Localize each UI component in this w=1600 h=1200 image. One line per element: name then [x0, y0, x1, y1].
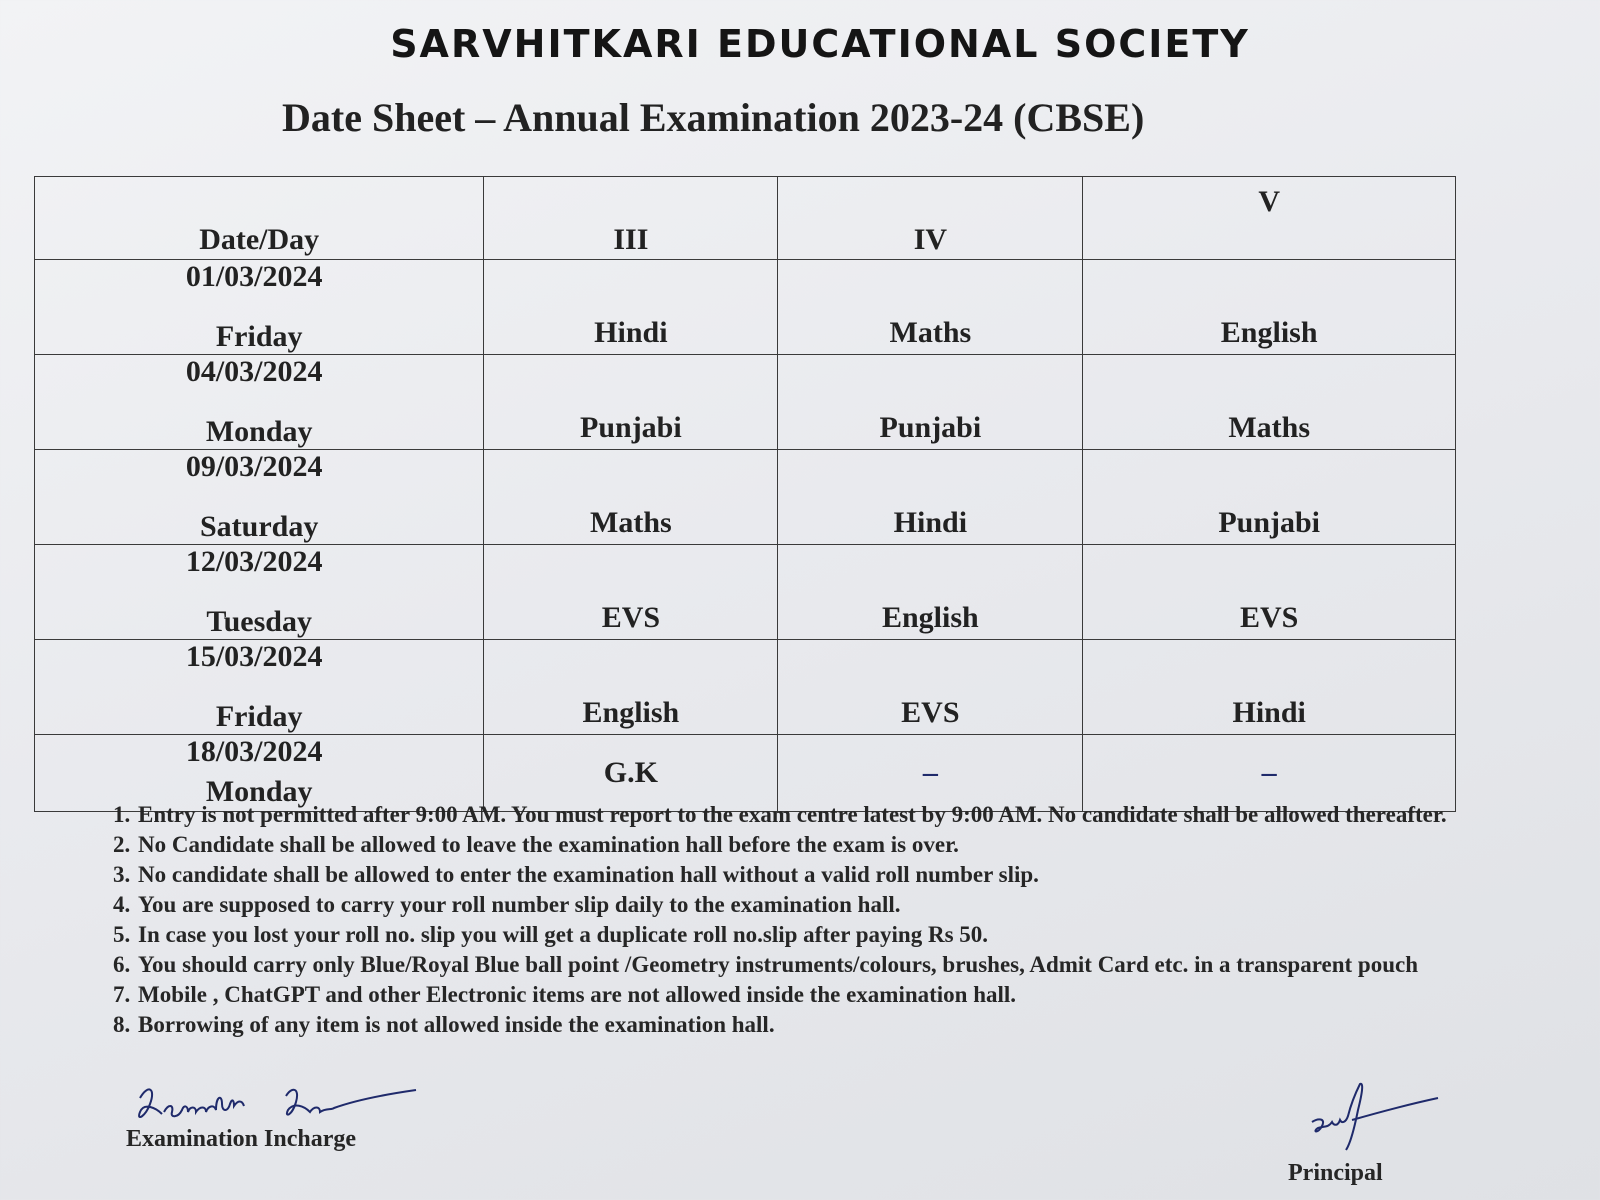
- subject-class-iv: Maths: [778, 260, 1083, 355]
- date-day-cell: [35, 260, 484, 355]
- subject-class-iv: Punjabi: [778, 355, 1083, 450]
- subject-class-iii: Punjabi: [484, 355, 778, 450]
- rule-item: 4. You are supposed to carry your roll number slip daily to the examination hall.: [136, 890, 1600, 920]
- exam-day: Monday: [205, 775, 313, 808]
- handwritten-signature-incharge: [126, 1078, 426, 1130]
- header-class-iii: III: [484, 177, 778, 260]
- rule-item: 1. Entry is not permitted after 9:00 AM. You must report to the exam centre latest by 9:00 AM. No candidate shall be allowed thereafter.: [136, 800, 1600, 830]
- subject-class-iii: G.K: [484, 735, 778, 812]
- subject-class-iii: EVS: [484, 545, 778, 640]
- table-header-row: [35, 177, 1456, 260]
- exam-date: 04/03/2024: [185, 355, 323, 388]
- subject-class-iii: Hindi: [484, 260, 778, 355]
- table-row: [35, 640, 1456, 735]
- exam-date: 18/03/2024: [185, 735, 323, 768]
- exam-day: Saturday: [200, 510, 319, 543]
- subject-class-v: EVS: [1083, 545, 1456, 640]
- rule-item: 7. Mobile , ChatGPT and other Electronic items are not allowed inside the examination hall.: [136, 980, 1600, 1010]
- subject-class-iv: –: [778, 735, 1083, 812]
- date-sheet-subtitle: Date Sheet – Annual Examination 2023-24 (CBSE): [282, 95, 1145, 140]
- header-class-iv: IV: [778, 177, 1083, 260]
- subject-class-iii: English: [484, 640, 778, 735]
- header-class-v: V: [1083, 177, 1456, 260]
- examination-incharge-label: Examination Incharge: [126, 1126, 357, 1152]
- subject-class-v: –: [1083, 735, 1456, 812]
- subject-class-iii: Maths: [484, 450, 778, 545]
- subject-class-v: English: [1083, 260, 1456, 355]
- rule-item: 6. You should carry only Blue/Royal Blue ball point /Geometry instruments/colours, brushes, Admit Card etc. in a transparent pouch: [136, 950, 1600, 980]
- society-title: SARVHITKARI EDUCATIONAL SOCIETY: [390, 22, 1250, 66]
- subject-class-v: Maths: [1083, 355, 1456, 450]
- rule-item: 2. No Candidate shall be allowed to leave the examination hall before the exam is over.: [136, 830, 1600, 860]
- principal-label: Principal: [1288, 1160, 1383, 1186]
- date-day-cell: [35, 545, 484, 640]
- rule-item: 3. No candidate shall be allowed to enter the examination hall without a valid roll number slip.: [136, 860, 1600, 890]
- exam-date: 01/03/2024: [185, 260, 323, 293]
- subject-class-iv: English: [778, 545, 1083, 640]
- rule-item: 8. Borrowing of any item is not allowed inside the examination hall.: [136, 1010, 1600, 1040]
- subject-class-iv: EVS: [778, 640, 1083, 735]
- exam-day: Friday: [215, 320, 303, 353]
- subject-class-v: Hindi: [1083, 640, 1456, 735]
- exam-date: 09/03/2024: [185, 450, 323, 483]
- table-row: [35, 450, 1456, 545]
- rule-item: 5. In case you lost your roll no. slip you will get a duplicate roll no.slip after paying Rs 50.: [136, 920, 1600, 950]
- header-date-day: Date/Day: [35, 177, 484, 260]
- exam-date: 15/03/2024: [185, 640, 323, 673]
- table-row: [35, 260, 1456, 355]
- exam-day: Friday: [215, 700, 303, 733]
- exam-date: 12/03/2024: [185, 545, 323, 578]
- subject-class-v: Punjabi: [1083, 450, 1456, 545]
- principal-signature-block: [1288, 1080, 1480, 1186]
- date-day-cell: [35, 355, 484, 450]
- table-row: [35, 545, 1456, 640]
- exam-day: Monday: [205, 415, 313, 448]
- exam-schedule-table: [34, 176, 1456, 812]
- handwritten-signature-principal: [1300, 1080, 1440, 1160]
- examination-incharge-signature-block: [126, 1078, 426, 1153]
- date-day-cell: [35, 640, 484, 735]
- subject-class-iv: Hindi: [778, 450, 1083, 545]
- table-row: [35, 355, 1456, 450]
- date-day-cell: [35, 450, 484, 545]
- exam-rules-list: [92, 800, 1600, 1040]
- exam-day: Tuesday: [206, 605, 312, 638]
